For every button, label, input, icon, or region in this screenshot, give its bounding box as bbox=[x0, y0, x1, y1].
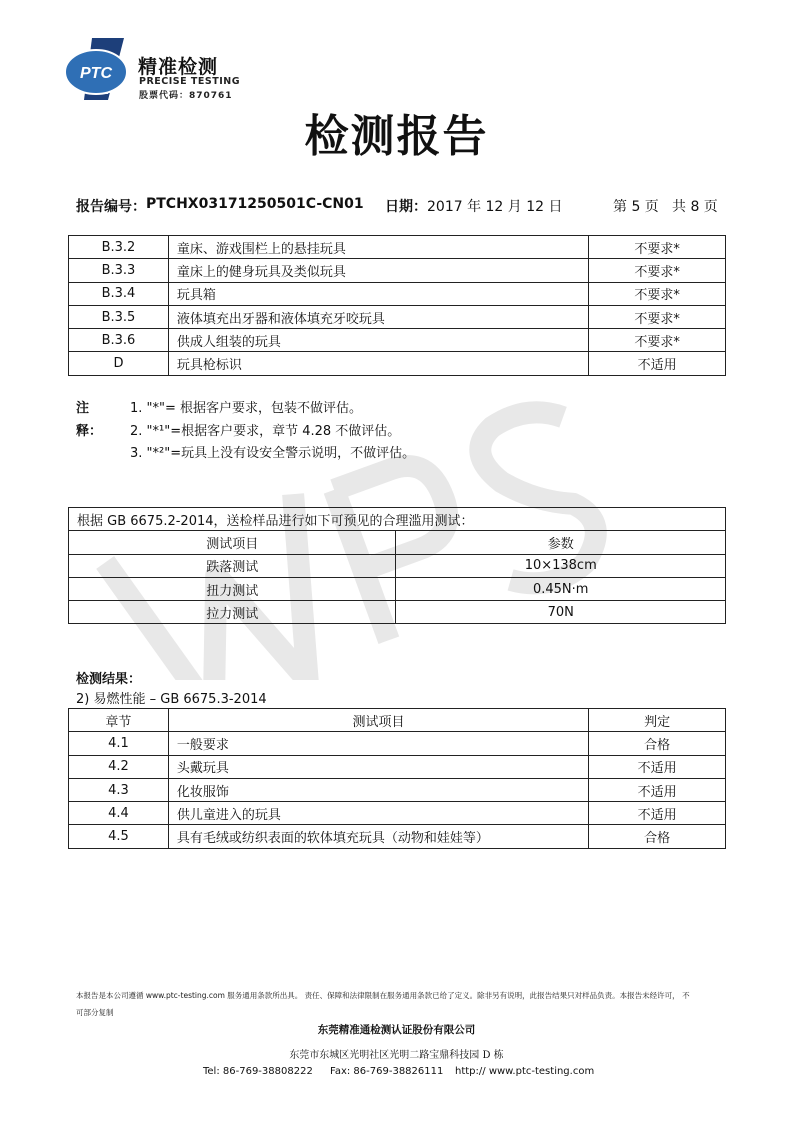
table-row bbox=[69, 352, 726, 375]
note-item: 3. "*²"=玩具上没有设安全警示说明，不做评估。 bbox=[130, 446, 416, 461]
note-item: 1. "*"= 根据客户要求，包装不做评估。 bbox=[130, 401, 363, 416]
notes-label: 注释： bbox=[76, 401, 103, 439]
note-item: 2. "*¹"=根据客户要求，章节 4.28 不做评估。 bbox=[130, 423, 401, 439]
table-row bbox=[69, 554, 726, 577]
table-header-row bbox=[69, 531, 726, 554]
verdict-cell: 不要求* bbox=[589, 282, 726, 305]
table-row bbox=[69, 825, 726, 848]
section-title: 2) 易燃性能 – GB 6675.3-2014 bbox=[76, 692, 267, 707]
test-item-cell: 扭力测试 bbox=[69, 577, 396, 600]
clause-cell: B.3.2 bbox=[69, 236, 169, 259]
report-date: 2017 年 12 月 12 日 bbox=[427, 199, 563, 215]
svg-text:PTC: PTC bbox=[80, 65, 112, 82]
header-cell: 参数 bbox=[396, 531, 726, 554]
header-cell: 测试项目 bbox=[69, 531, 396, 554]
item-cell: 化妆服饰 bbox=[168, 778, 588, 801]
item-cell: 具有毛绒或纺织表面的软体填充玩具（动物和娃娃等） bbox=[168, 825, 588, 848]
table-caption-row bbox=[69, 508, 726, 531]
table-header-row bbox=[69, 709, 726, 732]
footer-tel: Tel: 86-769-38808222 bbox=[203, 1066, 313, 1077]
param-cell: 0.45N·m bbox=[396, 577, 726, 600]
clause-cell: B.3.5 bbox=[69, 305, 169, 328]
item-cell: 头戴玩具 bbox=[168, 755, 588, 778]
results-label: 检测结果： bbox=[76, 672, 142, 687]
item-cell: 玩具枪标识 bbox=[168, 352, 588, 375]
report-meta bbox=[76, 196, 721, 216]
footer-address: 东莞市东城区光明社区光明二路宝鼎科技园 D 栋 bbox=[289, 1050, 504, 1061]
ptc-logo-icon bbox=[62, 36, 134, 102]
verdict-cell: 不要求* bbox=[589, 329, 726, 352]
flammability-table bbox=[68, 708, 726, 849]
table-row bbox=[69, 732, 726, 755]
verdict-cell: 不要求* bbox=[589, 236, 726, 259]
table-caption: 根据 GB 6675.2-2014，送检样品进行如下可预见的合理滥用测试： bbox=[69, 508, 726, 531]
verdict-cell: 不适用 bbox=[589, 352, 726, 375]
table-row bbox=[69, 259, 726, 282]
verdict-cell: 不适用 bbox=[589, 778, 726, 801]
clause-cell: 4.3 bbox=[69, 778, 169, 801]
verdict-cell: 不要求* bbox=[589, 259, 726, 282]
table-row bbox=[69, 577, 726, 600]
company-logo bbox=[62, 30, 262, 110]
item-cell: 供儿童进入的玩具 bbox=[168, 802, 588, 825]
test-item-cell: 拉力测试 bbox=[69, 601, 396, 624]
clause-cell: B.3.6 bbox=[69, 329, 169, 352]
param-cell: 10×138cm bbox=[396, 554, 726, 577]
footer-company: 东莞精准通检测认证股份有限公司 bbox=[317, 1024, 476, 1036]
clause-cell: 4.2 bbox=[69, 755, 169, 778]
table-row bbox=[69, 778, 726, 801]
footer-website: http:// www.ptc-testing.com bbox=[455, 1066, 595, 1077]
disclaimer-line: 本报告是本公司遵循 www.ptc-testing.com 服务通用条款所出具。 责任、保障和法律限制在服务通用条款已给了定义。除非另有说明，此报告结果只对样品负责。本报告未经许可， 不 bbox=[76, 991, 690, 1000]
table-row bbox=[69, 305, 726, 328]
abuse-test-table bbox=[68, 507, 726, 624]
report-no: PTCHX03171250501C-CN01 bbox=[146, 196, 364, 212]
header-cell: 判定 bbox=[589, 709, 726, 732]
date-label: 日期： bbox=[385, 199, 427, 215]
report-title: 检测报告 bbox=[304, 111, 489, 162]
logo-stock-code: 股票代码：870761 bbox=[139, 91, 233, 101]
footer-disclaimer bbox=[76, 987, 721, 1021]
table-row bbox=[69, 601, 726, 624]
table-row bbox=[69, 802, 726, 825]
verdict-cell: 合格 bbox=[589, 732, 726, 755]
clause-cell: D bbox=[69, 352, 169, 375]
table-row bbox=[69, 282, 726, 305]
item-cell: 供成人组装的玩具 bbox=[168, 329, 588, 352]
header-cell: 测试项目 bbox=[168, 709, 588, 732]
item-cell: 玩具箱 bbox=[168, 282, 588, 305]
page-number: 第 5 页 bbox=[613, 199, 659, 215]
clause-cell: 4.5 bbox=[69, 825, 169, 848]
item-cell: 一般要求 bbox=[168, 732, 588, 755]
clause-cell: 4.4 bbox=[69, 802, 169, 825]
table-row bbox=[69, 236, 726, 259]
header-cell: 章节 bbox=[69, 709, 169, 732]
verdict-cell: 不要求* bbox=[589, 305, 726, 328]
table-row bbox=[69, 329, 726, 352]
disclaimer-line: 可部分复制 bbox=[76, 1008, 114, 1017]
logo-name-cn: 精准检测 bbox=[138, 56, 219, 78]
footer-fax: Fax: 86-769-38826111 bbox=[330, 1066, 444, 1077]
item-cell: 童床上的健身玩具及类似玩具 bbox=[168, 259, 588, 282]
item-cell: 童床、游戏围栏上的悬挂玩具 bbox=[168, 236, 588, 259]
test-item-cell: 跌落测试 bbox=[69, 554, 396, 577]
param-cell: 70N bbox=[396, 601, 726, 624]
item-cell: 液体填充出牙器和液体填充牙咬玩具 bbox=[168, 305, 588, 328]
page-total: 共 8 页 bbox=[672, 199, 718, 215]
report-no-label: 报告编号： bbox=[76, 199, 146, 215]
clause-cell: B.3.4 bbox=[69, 282, 169, 305]
verdict-cell: 不适用 bbox=[589, 802, 726, 825]
verdict-cell: 合格 bbox=[589, 825, 726, 848]
requirements-table bbox=[68, 235, 726, 376]
table-row bbox=[69, 755, 726, 778]
clause-cell: 4.1 bbox=[69, 732, 169, 755]
logo-name-en: PRECISE TESTING bbox=[139, 76, 240, 87]
clause-cell: B.3.3 bbox=[69, 259, 169, 282]
verdict-cell: 不适用 bbox=[589, 755, 726, 778]
